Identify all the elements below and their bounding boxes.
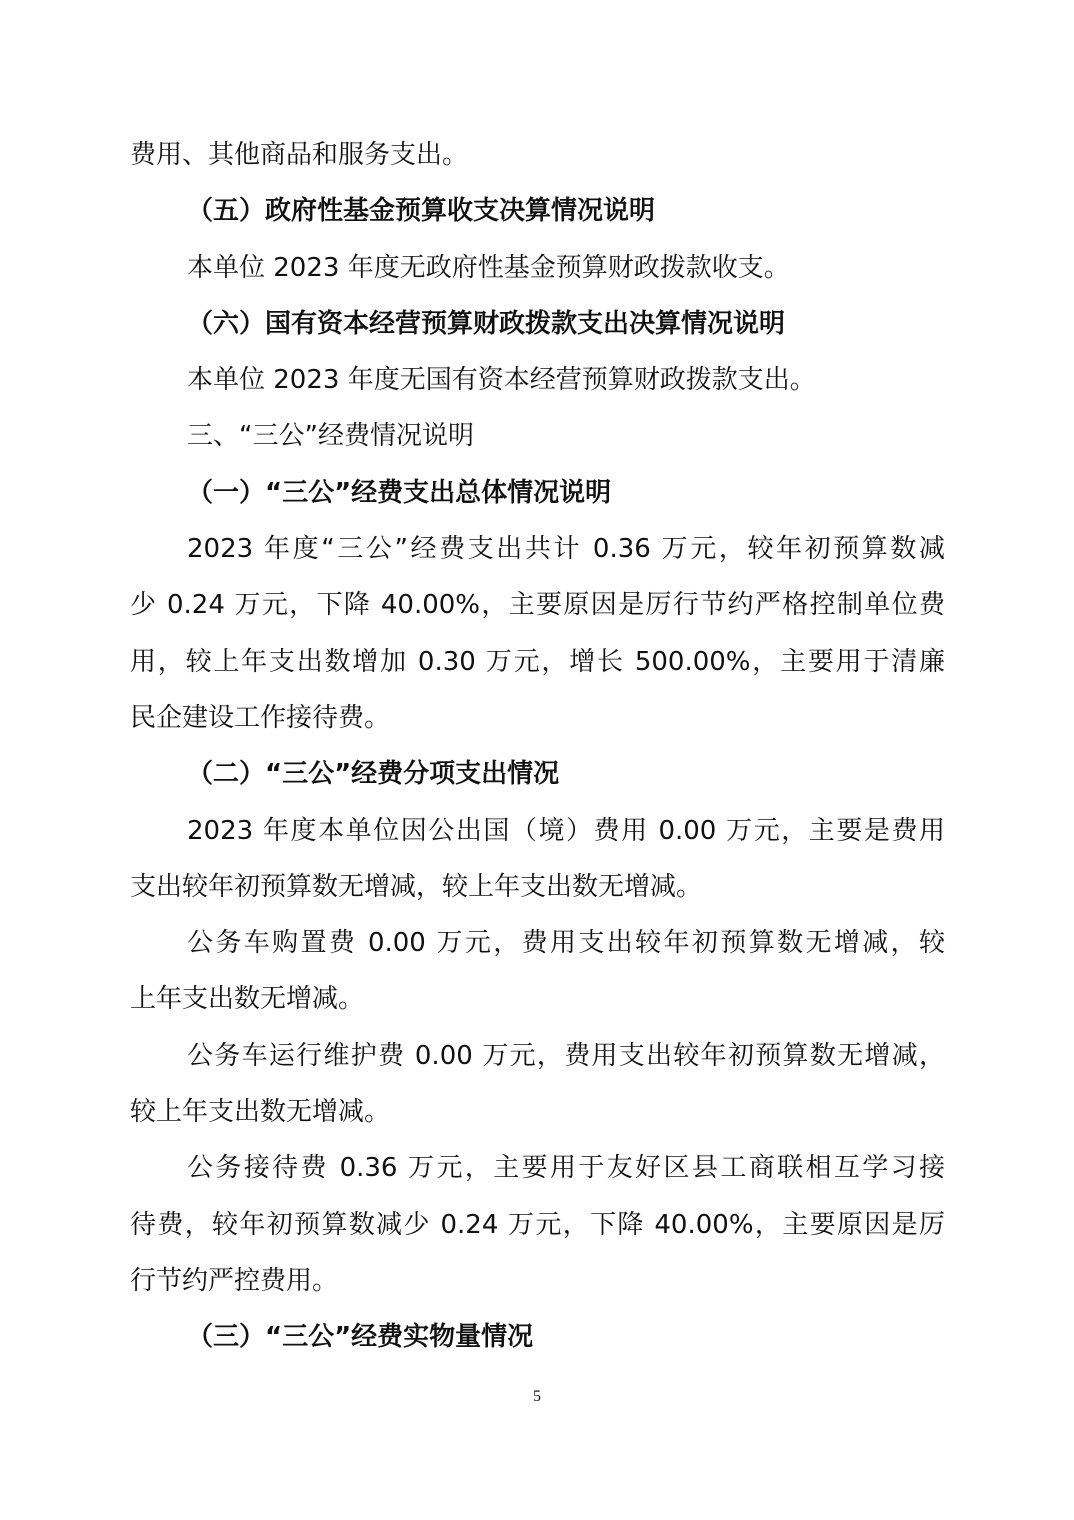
section-heading: （五）政府性基金预算收支决算情况说明 xyxy=(187,196,656,227)
section-heading: （三）“三公”经费实物量情况 xyxy=(187,1322,534,1353)
text-line: 三、“三公”经费情况说明 xyxy=(187,421,474,452)
section-heading: （六）国有资本经营预算财政拨款支出决算情况说明 xyxy=(187,308,786,339)
page-number: 5 xyxy=(533,1388,541,1405)
text-line: 2023 年度“三公”经费支出共计 0.36 万元，较年初预算数减 xyxy=(187,534,945,565)
text-line: 公务车运行维护费 0.00 万元，费用支出较年初预算数无增减， xyxy=(187,1040,945,1071)
text-line: 公务接待费 0.36 万元，主要用于友好区县工商联相互学习接 xyxy=(187,1153,945,1184)
text-line: 支出较年初预算数无增减，较上年支出数无增减。 xyxy=(130,871,703,902)
text-line: 少 0.24 万元，下降 40.00%，主要原因是厉行节约严格控制单位费 xyxy=(130,590,945,621)
text-line: 本单位 2023 年度无政府性基金预算财政拨款收支。 xyxy=(187,252,790,283)
text-line: 费用、其他商品和服务支出。 xyxy=(130,140,469,170)
text-line: 民企建设工作接待费。 xyxy=(130,702,391,733)
text-line: 用，较上年支出数增加 0.30 万元，增长 500.00%，主要用于清廉 xyxy=(130,646,945,677)
text-line: 行节约严控费用。 xyxy=(130,1265,339,1296)
text-line: 上年支出数无增减。 xyxy=(130,984,365,1015)
text-line: 待费，较年初预算数减少 0.24 万元，下降 40.00%，主要原因是厉 xyxy=(130,1209,945,1240)
text-line: 公务车购置费 0.00 万元，费用支出较年初预算数无增减，较 xyxy=(187,928,945,959)
text-line: 本单位 2023 年度无国有资本经营预算财政拨款支出。 xyxy=(187,365,816,396)
document-body xyxy=(130,133,945,1372)
section-heading: （二）“三公”经费分项支出情况 xyxy=(187,759,560,790)
section-heading: （一）“三公”经费支出总体情况说明 xyxy=(187,477,612,508)
text-line: 2023 年度本单位因公出国（境）费用 0.00 万元，主要是费用 xyxy=(187,815,945,846)
text-line: 较上年支出数无增减。 xyxy=(130,1097,391,1128)
